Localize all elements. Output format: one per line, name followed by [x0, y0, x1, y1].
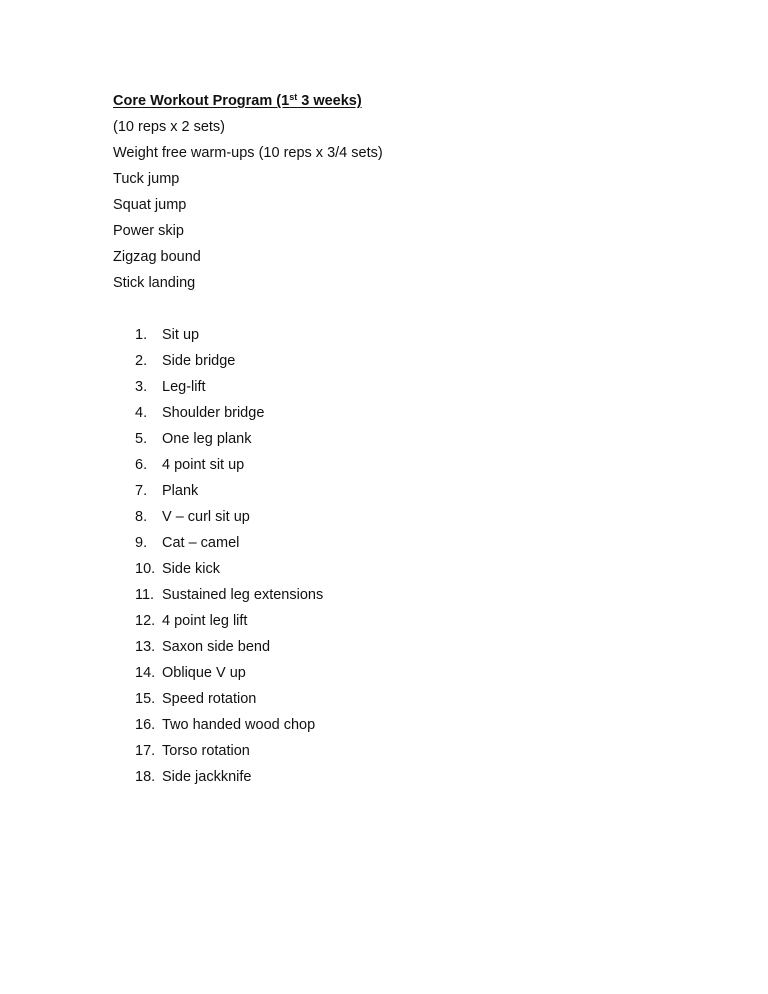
list-number: 10. — [135, 561, 156, 577]
list-number: 1. — [135, 327, 148, 343]
list-number: 2. — [135, 353, 148, 369]
list-number: 17. — [135, 743, 156, 759]
list-number: 13. — [135, 639, 156, 655]
list-item-text: Sit up — [162, 327, 200, 343]
list-item-text: Shoulder bridge — [162, 405, 265, 421]
list-item-text: Side bridge — [162, 353, 236, 369]
blank-line — [113, 296, 673, 322]
list-item — [113, 712, 673, 738]
list-number: 9. — [135, 535, 148, 551]
list-item — [113, 764, 673, 790]
list-number: 6. — [135, 457, 148, 473]
list-number: 11. — [135, 587, 155, 603]
reps-sets-line: (10 reps x 2 sets) — [113, 119, 226, 135]
list-item — [113, 426, 673, 452]
list-item — [113, 660, 673, 686]
list-item-text: Plank — [162, 483, 199, 499]
list-item-text: Side kick — [162, 561, 221, 577]
list-item — [113, 374, 673, 400]
list-item-text: 4 point sit up — [162, 457, 245, 473]
list-item-text: Leg-lift — [162, 379, 206, 395]
warmup-item: Power skip — [113, 223, 184, 239]
list-item-text: 4 point leg lift — [162, 613, 248, 629]
warmup-item: Squat jump — [113, 197, 187, 213]
list-item — [113, 556, 673, 582]
list-item-text: V – curl sit up — [162, 509, 250, 525]
list-number: 14. — [135, 665, 156, 681]
document-body — [113, 88, 673, 790]
list-item — [113, 686, 673, 712]
list-number: 3. — [135, 379, 148, 395]
list-number: 18. — [135, 769, 156, 785]
title-main: Core Workout Program (1 — [113, 93, 290, 109]
list-number: 15. — [135, 691, 156, 707]
list-item — [113, 452, 673, 478]
list-item — [113, 348, 673, 374]
list-item — [113, 738, 673, 764]
warmup-item: Tuck jump — [113, 171, 180, 187]
list-item-text: Speed rotation — [162, 691, 257, 707]
list-number: 7. — [135, 483, 148, 499]
list-item — [113, 400, 673, 426]
title-rest: 3 weeks) — [297, 93, 362, 109]
list-number: 16. — [135, 717, 156, 733]
warmup-heading: Weight free warm-ups (10 reps x 3/4 sets) — [113, 145, 383, 161]
list-item-text: Oblique V up — [162, 665, 246, 681]
list-item — [113, 504, 673, 530]
exercise-list — [113, 322, 673, 790]
list-item-text: Two handed wood chop — [162, 717, 316, 733]
list-item — [113, 322, 673, 348]
warmup-item: Zigzag bound — [113, 249, 201, 265]
list-number: 4. — [135, 405, 148, 421]
title-superscript: st — [289, 92, 298, 102]
list-item — [113, 530, 673, 556]
list-item — [113, 608, 673, 634]
list-item — [113, 634, 673, 660]
list-item-text: Torso rotation — [162, 743, 250, 759]
list-item — [113, 582, 673, 608]
list-item-text: Saxon side bend — [162, 639, 271, 655]
list-number: 5. — [135, 431, 148, 447]
list-item-text: Side jackknife — [162, 769, 252, 785]
list-item-text: Sustained leg extensions — [162, 587, 324, 603]
page-title — [113, 88, 673, 114]
warmup-item: Stick landing — [113, 275, 196, 291]
list-number: 12. — [135, 613, 156, 629]
list-item-text: One leg plank — [162, 431, 252, 447]
list-item-text: Cat – camel — [162, 535, 240, 551]
list-number: 8. — [135, 509, 148, 525]
list-item — [113, 478, 673, 504]
